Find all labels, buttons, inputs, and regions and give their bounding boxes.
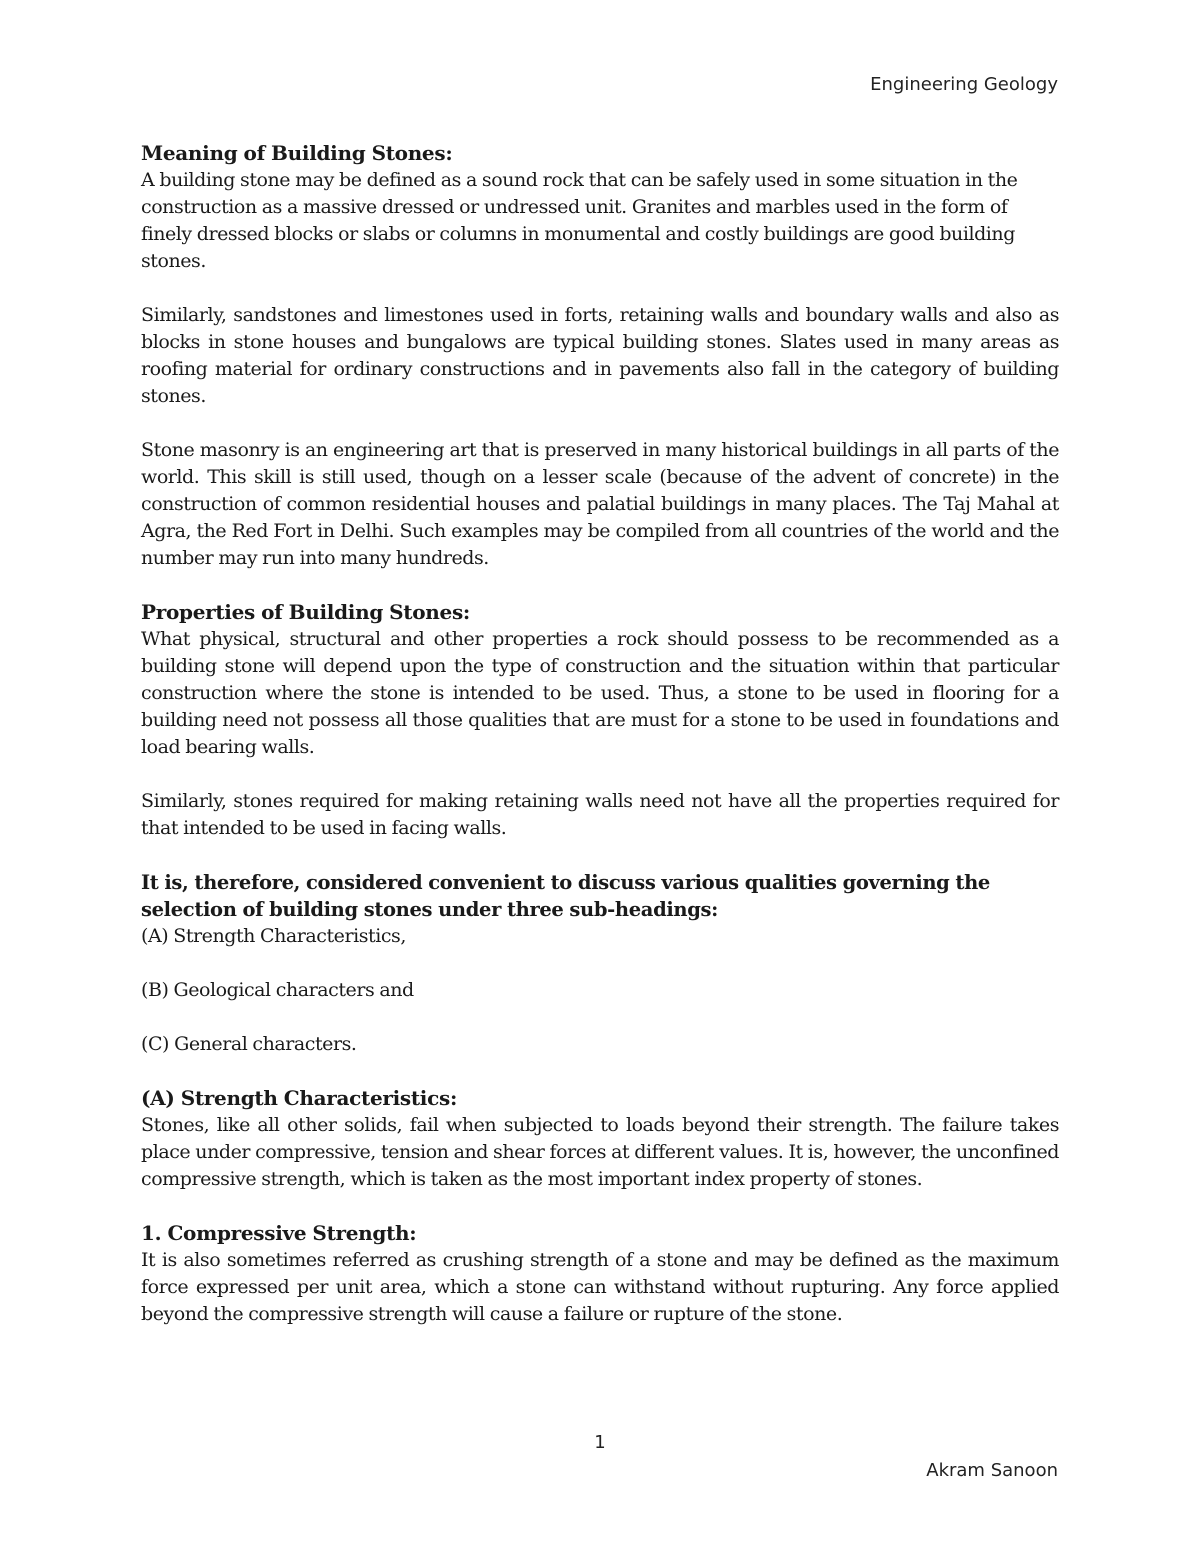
paragraph-meaning-1: A building stone may be defined as a sound rock that can be safely used in some situation in the construction as a massive dressed or undressed unit. Granites and marbles used in the form of finely dressed blocks or slabs or columns in monumental and costly buildings are good building stones. [141, 169, 1018, 272]
section-heading-strength: (A) Strength Characteristics: [141, 1086, 458, 1110]
page-header-title: Engineering Geology [870, 74, 1058, 95]
list-item-b: (B) Geological characters and [141, 979, 414, 1001]
paragraph-strength-1: Stones, like all other solids, fail when subjected to loads beyond their strength. The failure takes place under compressive, tension and shear forces at different values. It is, however, the unconfined compressive strength, which is taken as the most important index property of stones. [141, 1114, 1059, 1190]
page-number: 1 [594, 1432, 606, 1453]
paragraph-properties-2: Similarly, stones required for making retaining walls need not have all the properties required for that intended to be used in facing walls. [141, 790, 1059, 839]
section-heading-properties: Properties of Building Stones: [141, 600, 470, 624]
paragraph-compressive-1: It is also sometimes referred as crushing strength of a stone and may be defined as the maximum force expressed per unit area, which a stone can withstand without rupturing. Any force applied beyond the compressive strength will cause a failure or rupture of the stone. [141, 1249, 1059, 1325]
list-item-c: (C) General characters. [141, 1033, 357, 1055]
section-heading-compressive: 1. Compressive Strength: [141, 1221, 417, 1245]
section-heading-meaning: Meaning of Building Stones: [141, 141, 453, 165]
paragraph-properties-1: What physical, structural and other properties a rock should possess to be recommended as a building stone will depend upon the type of construction and the situation within that particular construction where the stone is intended to be used. Thus, a stone to be used in flooring for a building need not possess all those qualities that are must for a stone to be used in foundations and load bearing walls. [141, 628, 1059, 758]
paragraph-meaning-2: Similarly, sandstones and limestones used in forts, retaining walls and boundary walls and also as blocks in stone houses and bungalows are typical building stones. Slates used in many areas as roofing material for ordinary constructions and in pavements also fall in the category of building stones. [141, 304, 1059, 407]
document-body [141, 140, 1059, 1328]
paragraph-meaning-3: Stone masonry is an engineering art that is preserved in many historical buildings in all parts of the world. This skill is still used, though on a lesser scale (because of the advent of concrete) in the construction of common residential houses and palatial buildings in many places. The Taj Mahal at Agra, the Red Fort in Delhi. Such examples may be compiled from all countries of the world and the number may run into many hundreds. [141, 439, 1059, 569]
paragraph-properties-intro: It is, therefore, considered convenient to discuss various qualities governing the selection of building stones under three sub-headings: [141, 871, 990, 921]
page-footer-author: Akram Sanoon [926, 1460, 1058, 1481]
list-item-a: (A) Strength Characteristics, [141, 925, 406, 947]
